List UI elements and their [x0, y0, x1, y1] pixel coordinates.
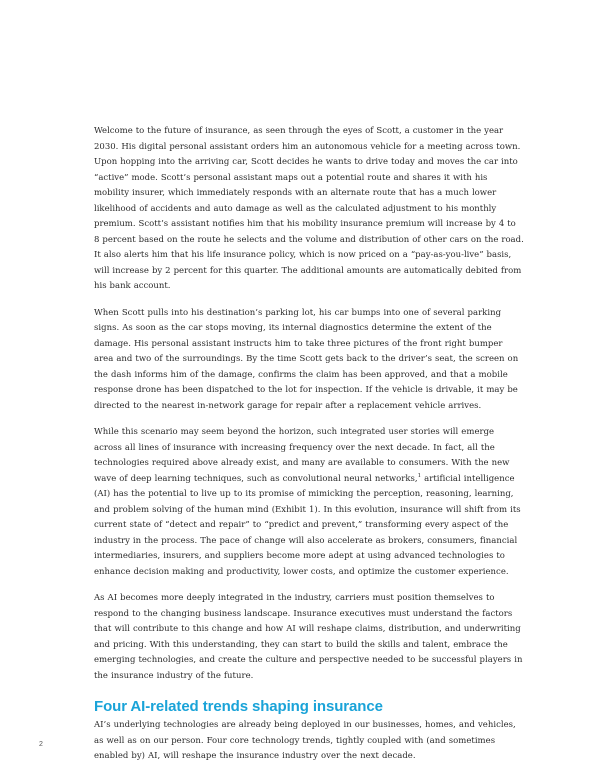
page-number: 2 — [39, 741, 43, 748]
paragraph-scenario-horizon — [94, 425, 524, 580]
paragraph-parking-lot: When Scott pulls into his destination’s parking lot, his car bumps into one of several parking signs. As soon as the car stops moving, its internal diagnostics determine the extent of the damage. His personal assistant instructs him to take three pictures of the front right bumper area and two of the surroundings. By the time Scott gets back to the driver’s seat, the screen on the dash informs him of the damage, confirms the claim has been approved, and that a mobile response drone has been dispatched to the lot for inspection. If the vehicle is drivable, it may be directed to the nearest in-network garage for repair after a replacement vehicle arrives. — [94, 307, 519, 411]
footnote-marker[interactable]: 1 — [417, 472, 422, 479]
paragraph-ai-integration: As AI becomes more deeply integrated in the industry, carriers must position themselves to respond to the changing business landscape. Insurance executives must understand the factors that will contribute to this change and how AI will reshape claims, distribution, and underwriting and pricing. With this understanding, they can start to build the skills and talent, embrace the emerging technologies, and create the culture and perspective needed to be successful players in the insurance industry of the future. — [94, 593, 523, 681]
paragraph-scenario-text-1: While this scenario may seem beyond the horizon, such integrated user stories will emerge across all lines of insurance with increasing frequency over the next decade. In fact, all the technologies required above already exist, and many are available to consumers. With the new wave of deep learning techniques, such as convolutional neural networks, — [94, 427, 510, 484]
article-body — [94, 124, 524, 765]
paragraph-trends-intro: AI’s underlying technologies are already being deployed in our businesses, homes, and vehicles, as well as on our person. Four core technology trends, tightly coupled with (and sometimes enabled by) AI, will reshape the insurance industry over the next decade. — [94, 720, 516, 761]
paragraph-scenario-text-2: artificial intelligence (AI) has the potential to live up to its promise of mimicking the perception, reasoning, learning, and problem solving of the human mind (Exhibit 1). In this evolution, insurance will shift from its current state of “detect and repair” to “predict and prevent,” transforming every aspect of the industry in the process. The pace of change will also accelerate as brokers, consumers, financial intermediaries, insurers, and suppliers become more adept at using advanced technologies to enhance decision making and productivity, lower costs, and optimize the customer experience. — [94, 473, 521, 577]
section-heading: Four AI-related trends shaping insurance — [94, 698, 383, 715]
paragraph-scott-intro: Welcome to the future of insurance, as seen through the eyes of Scott, a customer in the year 2030. His digital personal assistant orders him an autonomous vehicle for a meeting across town. Upon hopping into the arriving car, Scott decides he wants to drive today and moves the car into “active” mode. Scott’s personal assistant maps out a potential route and shares it with his mobility insurer, which immediately responds with an alternate route that has a much lower likelihood of accidents and auto damage as well as the calculated adjustment to his monthly premium. Scott’s assistant notifies him that his mobility insurance premium will increase by 4 to 8 percent based on the route he selects and the volume and distribution of other cars on the road. It also alerts him that his life insurance policy, which is now priced on a “pay-as-you-live” basis, will increase by 2 percent for this quarter. The additional amounts are automatically debited from his bank account. — [94, 126, 524, 291]
